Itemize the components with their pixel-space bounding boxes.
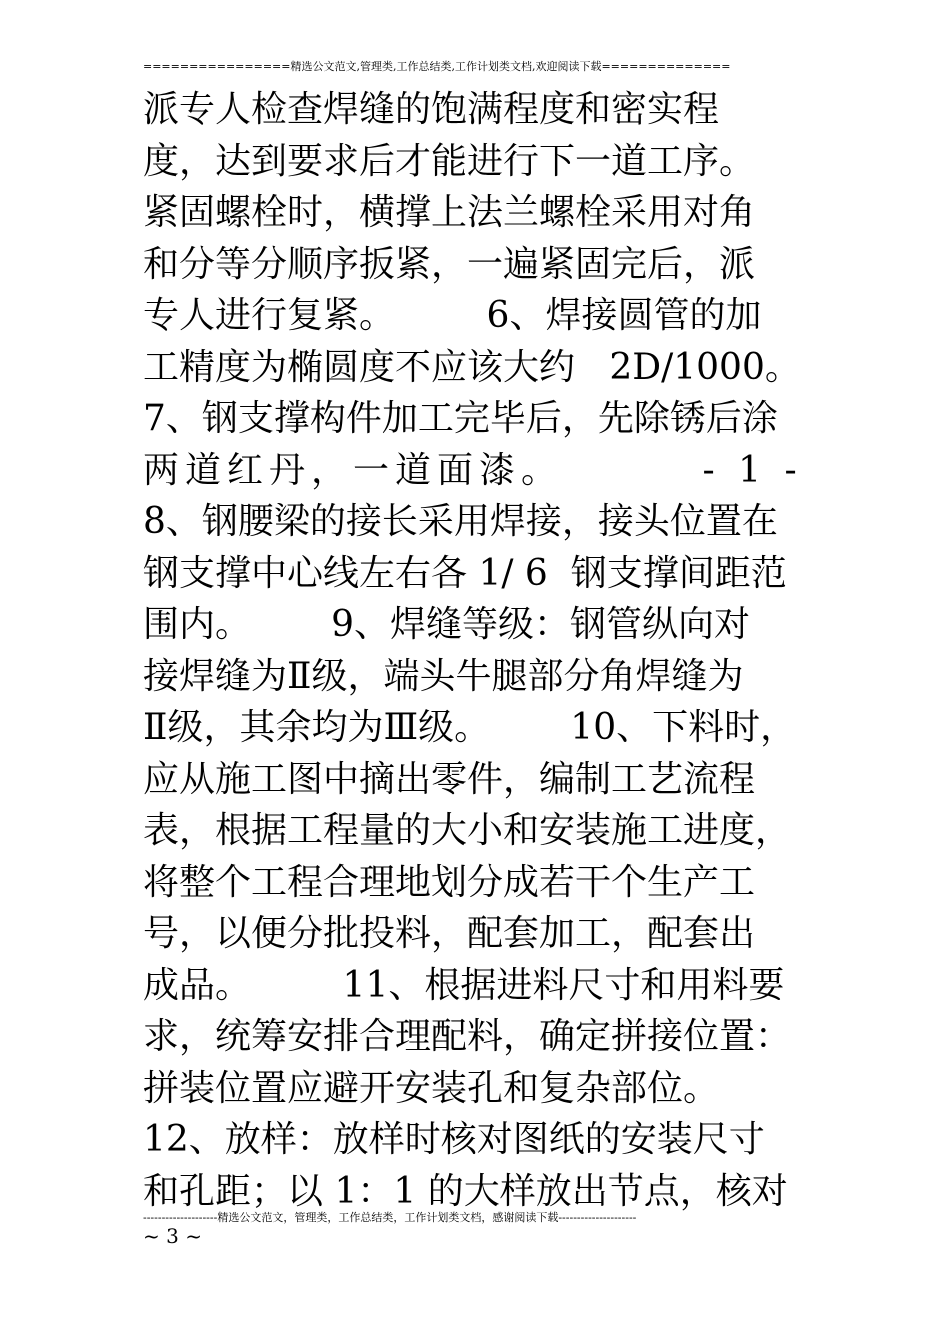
body-line: 工精度为椭圆度不应该大约 2D/1000。 bbox=[143, 346, 801, 388]
body-line: 两道红丹，一道面漆。 - 1 - bbox=[143, 449, 803, 491]
body-line: 8、钢腰梁的接长采用焊接，接头位置在 bbox=[143, 501, 778, 542]
body-line: 接焊缝为Ⅱ级，端头牛腿部分角焊缝为 bbox=[143, 655, 744, 697]
body-line: 号，以便分批投料，配套加工，配套出 bbox=[143, 913, 756, 954]
body-line: 专人进行复紧。 6、焊接圆管的加 bbox=[143, 295, 762, 336]
body-line: 紧固螺栓时，横撑上法兰螺栓采用对角 bbox=[143, 192, 756, 233]
body-line: 派专人检查焊缝的饱满程度和密实程 bbox=[143, 89, 720, 130]
body-line: Ⅱ级，其余均为Ⅲ级。 10、下料时， bbox=[143, 707, 797, 748]
body-line: 和孔距；以 1：1 的大样放出节点，核对 bbox=[143, 1170, 788, 1212]
body-line: 拼装位置应避开安装孔和复杂部位。 bbox=[143, 1067, 720, 1109]
page-header: ================精选公文范文,管理类,工作总结类,工作计划类文档,欢迎阅读下载============== bbox=[143, 60, 731, 73]
page-footer: --------------------精选公文范文，管理类，工作总结类，工作计划类文档，感谢阅读下载--------------------- bbox=[143, 1211, 637, 1224]
body-line: 应从施工图中摘出零件，编制工艺流程 bbox=[143, 758, 756, 800]
body-line: 成品。 11、根据进料尺寸和用料要 bbox=[143, 964, 785, 1006]
body-line: 表，根据工程量的大小和安装施工进度， bbox=[143, 810, 792, 851]
body-line: 7、钢支撑构件加工完毕后，先除锈后涂 bbox=[143, 398, 778, 439]
document-body bbox=[143, 84, 823, 1217]
body-line: 12、放样：放样时核对图纸的安装尺寸 bbox=[143, 1119, 765, 1160]
body-line: 求，统筹安排合理配料，确定拼接位置： bbox=[143, 1016, 792, 1057]
body-line: 将整个工程合理地划分成若干个生产工 bbox=[143, 861, 756, 903]
body-line: 围内。 9、焊缝等级：钢管纵向对 bbox=[143, 604, 751, 645]
body-line: 和分等分顺序扳紧，一遍紧固完后，派 bbox=[143, 243, 756, 285]
body-line: 钢支撑中心线左右各 1/ 6 钢支撑间距范 bbox=[143, 552, 787, 594]
page-number: ~ 3 ~ bbox=[143, 1224, 202, 1248]
body-line: 度，达到要求后才能进行下一道工序。 bbox=[143, 140, 756, 182]
